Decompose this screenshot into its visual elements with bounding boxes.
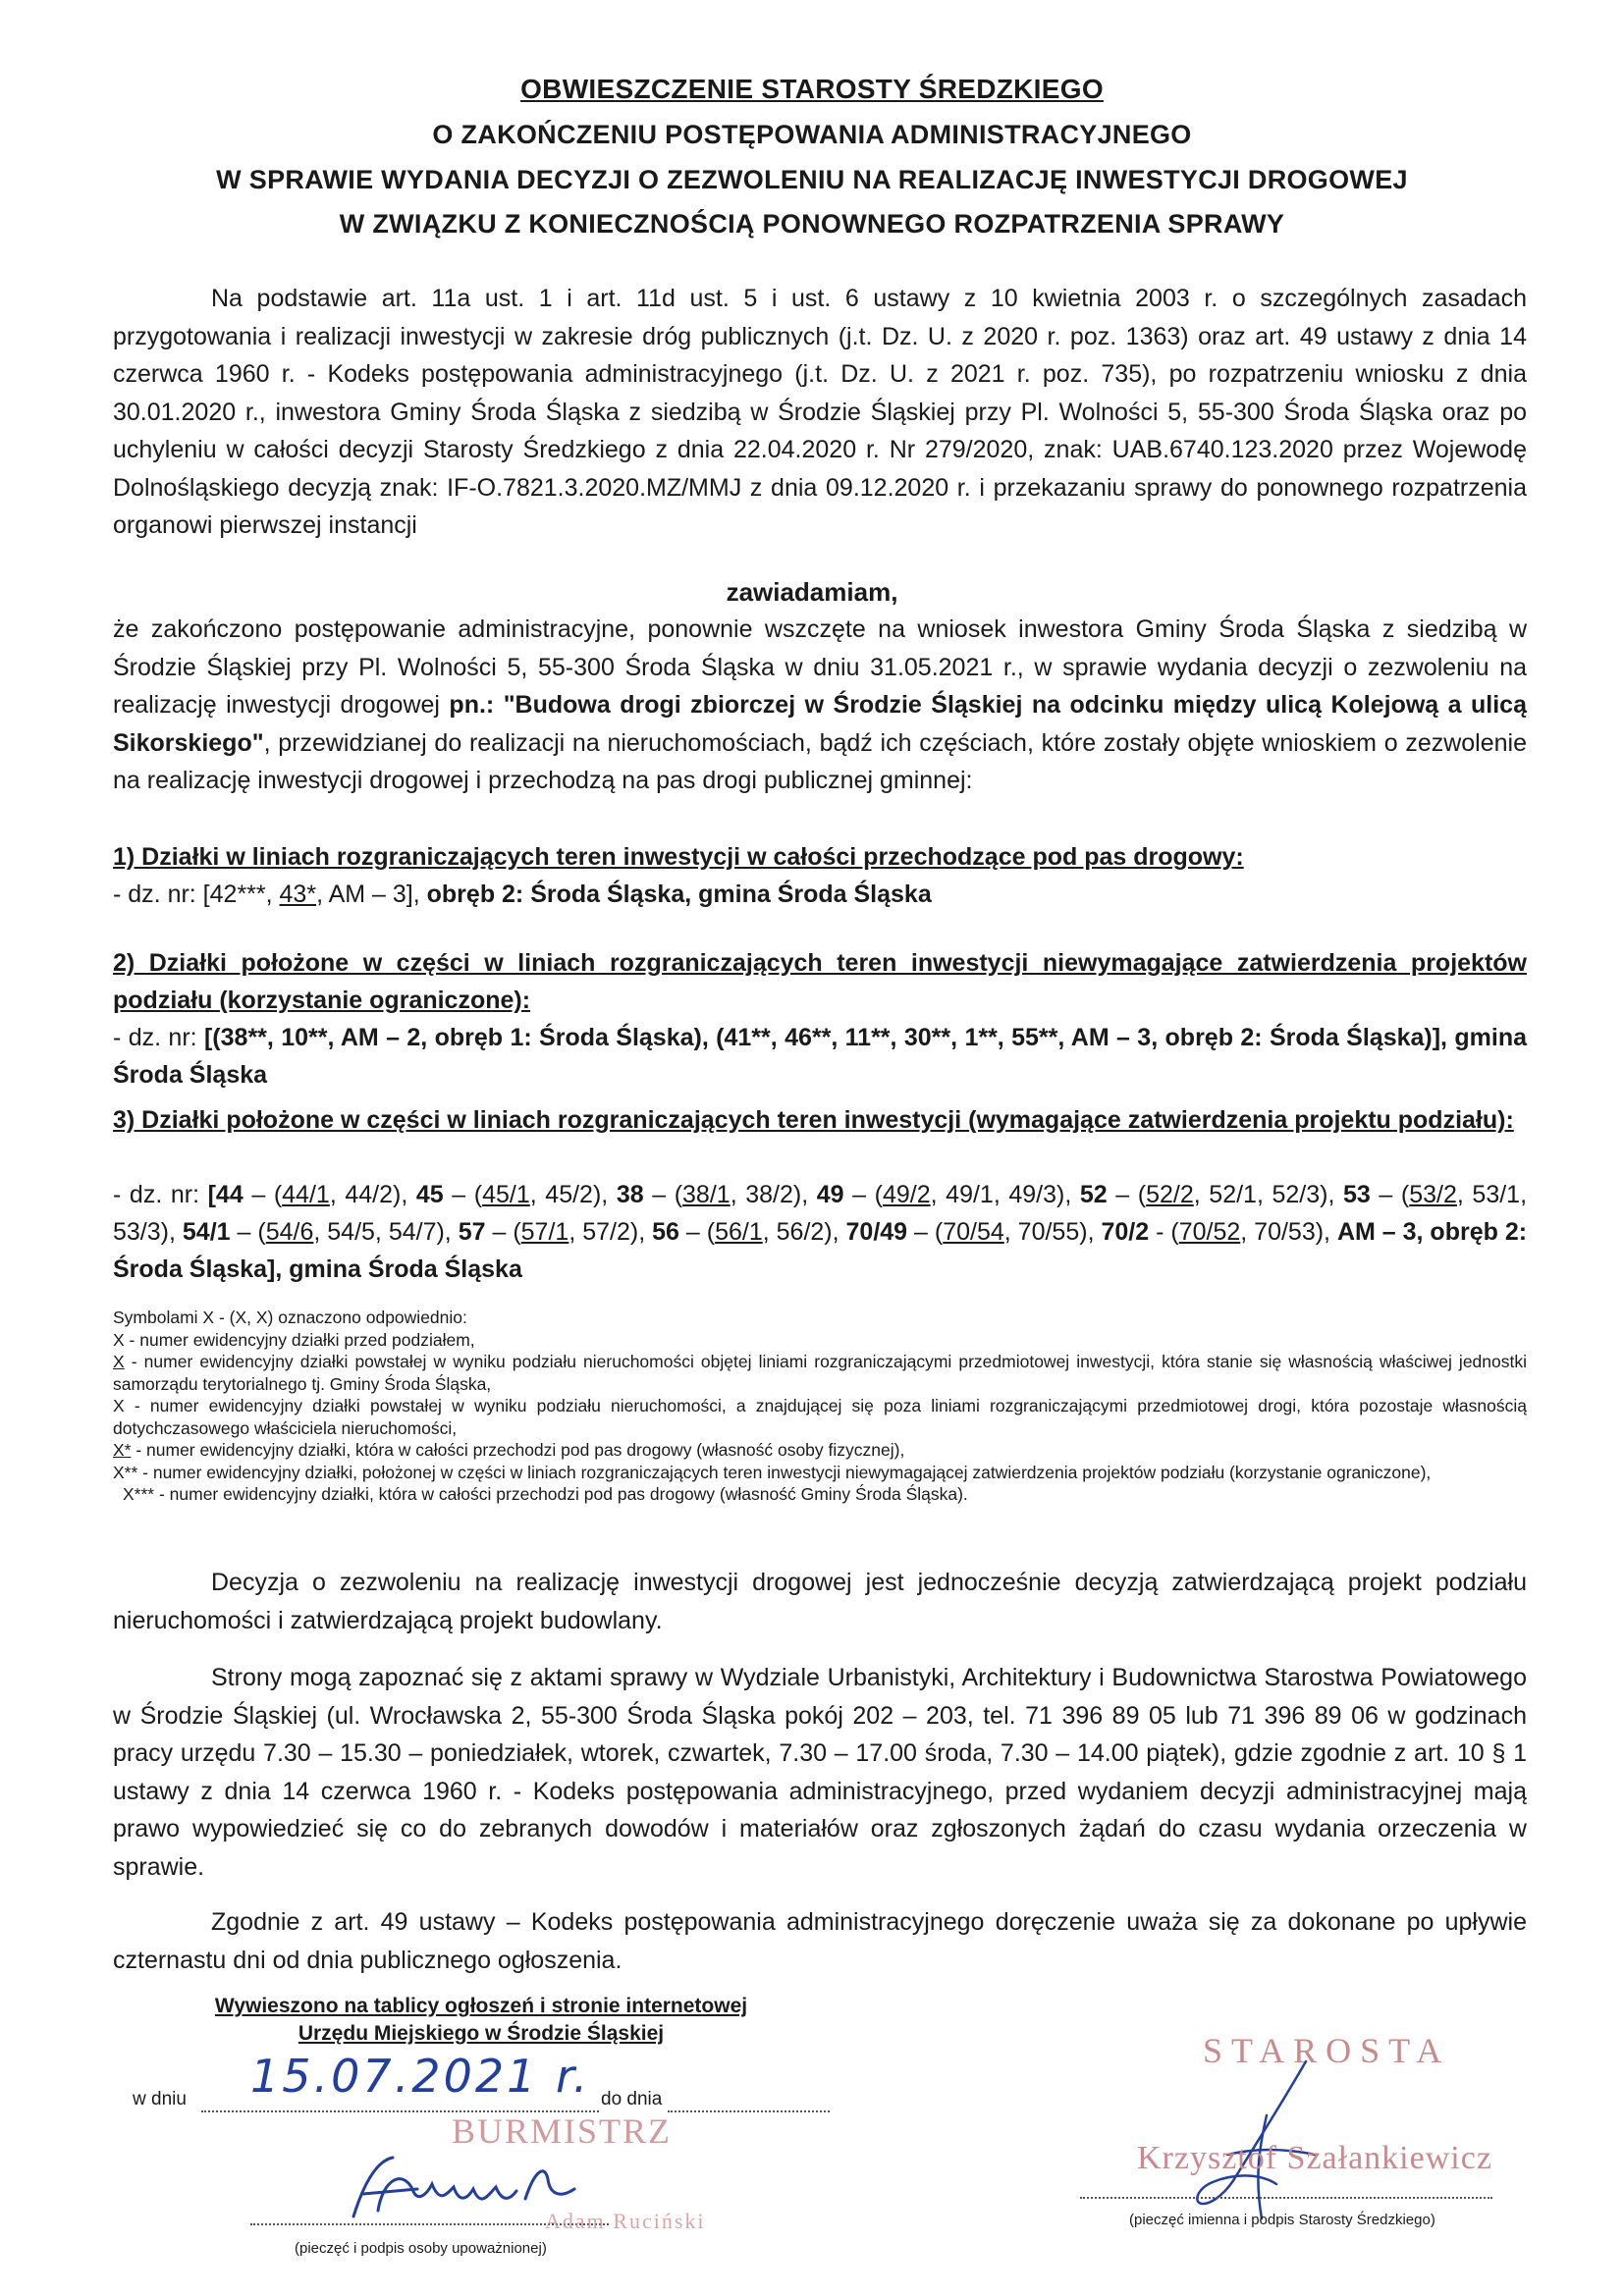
legend-line-5: X** - numer ewidencyjny działki, położonej w części w liniach rozgraniczających teren inwestycji niewymagającej zatwierdzenia projektów podziału (korzystanie ograniczone),: [113, 1462, 1432, 1482]
parcel-separator: – (: [843, 1181, 883, 1208]
parcel-public-part: 54/6: [265, 1218, 314, 1246]
symbol-legend: [113, 1307, 1527, 1506]
starosta-stamp-name: Krzysztof Szałankiewicz: [1137, 2140, 1492, 2176]
handwritten-date: 15.07.2021 r.: [250, 2050, 591, 2103]
parcel-number: 70/49: [845, 1218, 908, 1246]
do-dnia-label: do dnia: [601, 2089, 663, 2109]
legend-line-4: X* - numer ewidencyjny działki, która w całości przechodzi pod pas drogowy (własność osoby fizycznej),: [113, 1440, 905, 1460]
legend-intro: Symbolami X - (X, X) oznaczono odpowiednio:: [113, 1308, 467, 1327]
section-1-body: - dz. nr: [42***, 43*, AM – 3], obręb 2: Środa Śląska, gmina Środa Śląska: [113, 881, 932, 908]
mayor-stamp-title: BURMISTRZ: [452, 2111, 673, 2151]
parcel-other-parts: , 49/1, 49/3),: [930, 1181, 1080, 1208]
title-line-2: O ZAKOŃCZENIU POSTĘPOWANIA ADMINISTRACYJNEGO: [432, 120, 1192, 149]
investment-name: pn.: "Budowa drogi zbiorczej w Środzie Śląskiej na odcinku między ulicą Kolejową a ulicą Sikorskiego": [113, 691, 1527, 757]
parcel-number: 56: [652, 1218, 679, 1246]
parcel-public-part: 52/2: [1146, 1181, 1194, 1208]
main-paragraph: [113, 611, 1527, 800]
parcel-other-parts: , 57/2),: [568, 1218, 653, 1246]
decision-paragraph: Decyzja o zezwoleniu na realizację inwestycji drogowej jest jednocześnie decyzją zatwierdzającą projekt podziału nieruchomości i zatwierdzającą projekt budowlany.: [113, 1569, 1527, 1634]
parcel-public-part: 56/1: [715, 1218, 763, 1246]
title-line-4: W ZWIĄZKU Z KONIECZNOŚCIĄ PONOWNEGO ROZPATRZENIA SPRAWY: [339, 209, 1285, 239]
parcel-public-part: 53/2: [1409, 1181, 1457, 1208]
delivery-paragraph: Zgodnie z art. 49 ustawy – Kodeks postępowania administracyjnego doręczenie uważa się za dokonane po upływie czternastu dni od dnia publicznego ogłoszenia.: [113, 1908, 1527, 1974]
parcel-number: 54/1: [182, 1218, 231, 1246]
parcel-other-parts: , 53/1, 53/3),: [113, 1181, 1528, 1246]
parcel-number: 49: [816, 1181, 844, 1208]
parcel-public-part: 70/54: [943, 1218, 1004, 1246]
title-line-3: W SPRAWIE WYDANIA DECYZJI O ZEZWOLENIU NA REALIZACJĘ INWESTYCJI DROGOWEJ: [216, 165, 1408, 194]
legend-line-1: X - numer ewidencyjny działki przed podziałem,: [113, 1329, 475, 1350]
parcel-separator: – (: [1370, 1181, 1410, 1208]
parcel-separator: – (: [643, 1181, 683, 1208]
parcel-number: 57: [458, 1218, 486, 1246]
parcel-item: [1101, 1218, 1336, 1246]
section-2-body: - dz. nr: [(38**, 10**, AM – 2, obręb 1: Środa Śląska), (41**, 46**, 11**, 30**, 1**, 55**, AM – 3, obręb 2: Środa Śląska)], gmina Środa Śląska: [113, 1024, 1527, 1089]
legend-line-6: X*** - numer ewidencyjny działki, która w całości przechodzi pod pas drogowy (własność Gminy Środa Śląska).: [123, 1484, 968, 1504]
parcel-item: [652, 1218, 845, 1246]
section-1-title: 1) Działki w liniach rozgraniczających teren inwestycji w całości przechodzące pod pas drogowy:: [113, 843, 1244, 871]
legend-line-3: X - numer ewidencyjny działki powstałej w wyniku podziału nieruchomości, a znajdującej się poza liniami rozgraniczającymi przedmiotowej drogi, która pozostaje własnością dotychczasowego właściciela nieruchomości,: [113, 1396, 1527, 1438]
mayor-stamp-name: Adam Ruciński: [545, 2209, 706, 2233]
parcel-public-part: 57/1: [520, 1218, 569, 1246]
parcel-separator: – (: [907, 1218, 944, 1246]
parcel-separator: – (: [243, 1181, 283, 1208]
parcel-other-parts: , 54/5, 54/7),: [313, 1218, 459, 1246]
parcel-item: [208, 1181, 416, 1208]
main-text-2: , przewidzianej do realizacji na nieruchomościach, bądź ich częściach, które zostały objęte wnioskiem o zezwolenie na realizację inwestycji drogowej i przechodzą na pas drogi publicznej gminnej:: [113, 728, 1527, 794]
parcel-other-parts: , 52/1, 52/3),: [1193, 1181, 1343, 1208]
section-3-body: - dz. nr: [44 – (44/1, 44/2), 45 – (45/1, 45/2), 38 – (38/1, 38/2), 49 – (49/2, 49/1, 49/3), 52 – (52/2, 52/1, 52/3), 53 – (53/2, 53/1, 53/3), 54/1 – (54/6, 54/5, 54/7), 57 – (57/1, 57/2), 56 – (56/1, 56/2), 70/49 – (70/54, 70/55), 70/2 - (70/52, 70/53), AM – 3, obręb 2: Środa Śląska], gmina Środa Śląska: [113, 1181, 1528, 1283]
parcel-public-part: 49/2: [882, 1181, 931, 1208]
section-3-parcel-list: [113, 1181, 1527, 1246]
parcel-other-parts: , 44/2),: [329, 1181, 416, 1208]
left-signature-caption: (pieczęć i podpis osoby upoważnionej): [295, 2240, 547, 2257]
title-line-1: OBWIESZCZENIE STAROSTY ŚREDZKIEGO: [520, 74, 1104, 104]
zawiadamiam-heading: zawiadamiam,: [726, 577, 898, 607]
parcel-item: [416, 1181, 617, 1208]
parties-paragraph: Strony mogą zapoznać się z aktami sprawy w Wydziale Urbanistyki, Architektury i Budownictwa Starostwa Powiatowego w Środzie Śląskiej (ul. Wrocławska 2, 55-300 Środa Śląska pokój 202 – 203, tel. 71 396 89 05 lub 71 396 89 06 w godzinach pracy urzędu 7.30 – 15.30 – poniedziałek, wtorek, czwartek, 7.30 – 17.00 środa, 7.30 – 14.00 piątek), gdzie zgodnie z art. 10 § 1 ustawy z dnia 14 czerwca 1960 r. - Kodeks postępowania administracyjnego, przed wydaniem decyzji administracyjnej mają prawo wypowiedzieć się co do zebranych dowodów i materiałów oraz zgłoszonych żądań do czasu wydania orzeczenia w sprawie.: [113, 1664, 1527, 1881]
starosta-stamp-title: STAROSTA: [1203, 2031, 1451, 2070]
parcel-other-parts: , 70/53),: [1240, 1218, 1337, 1246]
parcel-separator: – (: [678, 1218, 716, 1246]
parcel-separator: – (: [485, 1218, 521, 1246]
w-dniu-label: w dniu: [133, 2089, 187, 2109]
parcel-number: 53: [1343, 1181, 1371, 1208]
date-to-line: [668, 2110, 830, 2112]
parcel-separator: - (: [1149, 1218, 1179, 1246]
parcel-other-parts: , 56/2),: [762, 1218, 846, 1246]
parcel-public-part: 45/1: [482, 1181, 530, 1208]
right-signature-line: [1080, 2197, 1492, 2199]
parcel-separator: – (: [230, 1218, 266, 1246]
section-3-title: 3) Działki położone w części w liniach rozgraniczających teren inwestycji (wymagające zatwierdzenia projektu podziału):: [113, 1106, 1514, 1134]
parcel-item: [183, 1218, 459, 1246]
parcel-item: [617, 1181, 817, 1208]
parcel-item: [1080, 1181, 1343, 1208]
parcel-public-part: 38/1: [682, 1181, 731, 1208]
parcel-other-parts: , 38/2),: [730, 1181, 817, 1208]
parcel-item: [846, 1218, 1102, 1246]
parcel-separator: – (: [1107, 1181, 1147, 1208]
parcel-item: [459, 1218, 652, 1246]
parcel-number: 45: [415, 1181, 444, 1208]
main-text-1: że zakończono postępowanie administracyjne, ponownie wszczęte na wniosek inwestora Gminy Środa Śląska z siedzibą w Środzie Śląskiej przy Pl. Wolności 5, 55-300 Środa Śląska w dniu 31.05.2021 r., w sprawie wydania decyzji o zezwoleniu na realizację inwestycji drogowej: [113, 615, 1527, 719]
section-2-title: 2) Działki położone w części w liniach rozgraniczających teren inwestycji niewymagające zatwierdzenia projektów podziału (korzystanie ograniczone):: [113, 949, 1527, 1014]
parcel-public-part: 70/52: [1178, 1218, 1241, 1246]
parcel-number: 70/2: [1101, 1218, 1150, 1246]
intro-paragraph: Na podstawie art. 11a ust. 1 i art. 11d ust. 5 i ust. 6 ustawy z 10 kwietnia 2003 r. o szczególnych zasadach przygotowania i realizacji inwestycji w zakresie dróg publicznych (j.t. Dz. U. z 2020 r. poz. 1363) oraz art. 49 ustawy z dnia 14 czerwca 1960 r. - Kodeks postępowania administracyjnego (j.t. Dz. U. z 2021 r. poz. 735), po rozpatrzeniu wniosku z dnia 30.01.2020 r., inwestora Gminy Środa Śląska z siedzibą w Środzie Śląskiej przy Pl. Wolności 5, 55-300 Środa Śląska oraz po uchyleniu w całości decyzji Starosty Średzkiego z dnia 22.04.2020 r. Nr 279/2020, znak: UAB.6740.123.2020 przez Wojewodę Dolnośląskiego decyzją znak: IF-O.7821.3.2020.MZ/MMJ z dnia 09.12.2020 r. i przekazaniu sprawy do ponownego rozpatrzenia organowi pierwszej instancji: [113, 285, 1527, 539]
legend-line-2: X - numer ewidencyjny działki powstałej w wyniku podziału nieruchomości objętej liniami rozgraniczającymi przedmiotowej inwestycji, która stanie się własnością właściwej jednostki samorządu terytorialnego tj. Gminy Środa Śląska,: [113, 1352, 1527, 1394]
parcel-number: 38: [616, 1181, 644, 1208]
parcel-other-parts: , 70/55),: [1003, 1218, 1102, 1246]
parcel-separator: – (: [443, 1181, 483, 1208]
parcel-number: [44: [207, 1181, 244, 1208]
right-signature-caption: (pieczęć imienna i podpis Starosty Średzkiego): [1129, 2212, 1435, 2228]
posted-notice: Wywieszono na tablicy ogłoszeń i stronie internetowej Urzędu Miejskiego w Środzie Śląskiej: [214, 1995, 748, 2045]
parcel-item: [817, 1181, 1080, 1208]
parcel-public-part: 44/1: [282, 1181, 330, 1208]
parcel-number: 52: [1079, 1181, 1108, 1208]
parcel-43: 43*: [279, 881, 317, 908]
parcel-other-parts: , 45/2),: [529, 1181, 617, 1208]
